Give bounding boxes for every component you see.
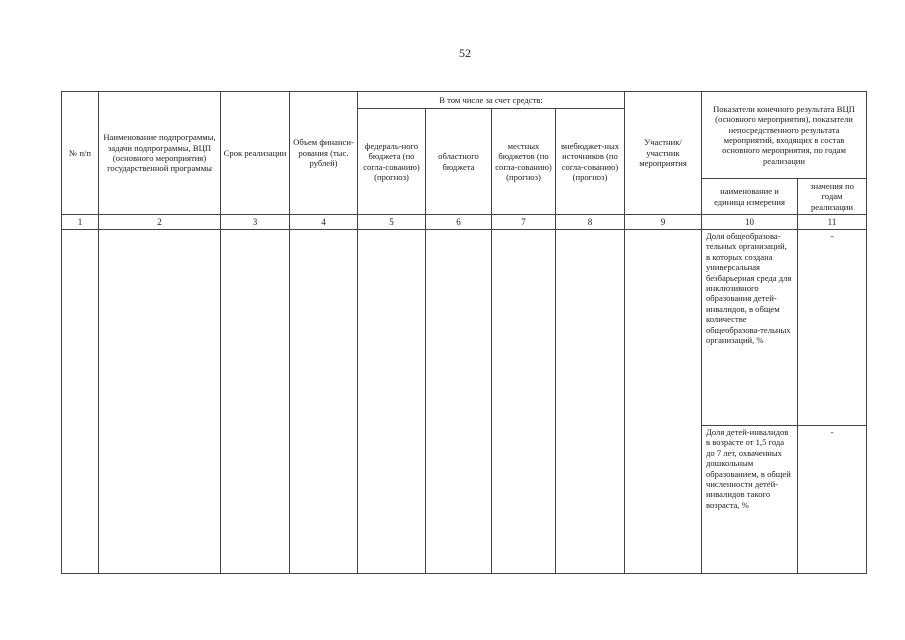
column-number: 1: [62, 215, 99, 230]
column-number: 10: [702, 215, 798, 230]
header-participant: Участник/ участник мероприятия: [625, 92, 702, 215]
header-indicator-name: наименование и единица измерения: [702, 179, 798, 215]
header-subprogram-name: Наименование подпрограммы, задачи подпрограммы, ВЦП (основного мероприятия) государственной программы: [99, 92, 221, 215]
header-extrabudgetary: внебюджет-ных источников (по согла-сованию) (прогноз): [556, 109, 625, 215]
indicator-value: -: [798, 426, 867, 574]
page-number: 52: [459, 46, 471, 60]
cell-federal-budget: [358, 230, 426, 574]
cell-subprogram-name: [99, 230, 221, 574]
cell-funding-volume: [290, 230, 358, 574]
header-period: Срок реализации: [221, 92, 290, 215]
cell-regional-budget: [426, 230, 492, 574]
table-row: [62, 230, 867, 426]
header-indicator-values: значения по годам реализации: [798, 179, 867, 215]
header-number: № п/п: [62, 92, 99, 215]
column-number: 8: [556, 215, 625, 230]
column-number: 7: [492, 215, 556, 230]
header-federal-budget: федераль-ного бюджета (по согла-сованию) (прогноз): [358, 109, 426, 215]
cell-period: [221, 230, 290, 574]
indicator-name: Доля детей-инвалидов в возрасте от 1,5 года до 7 лет, охваченных дошкольным образованием, в общей численности детей-инвалидов такого возраста, %: [702, 426, 798, 574]
column-numbers-row: [62, 215, 867, 230]
header-indicators-group: Показатели конечного результата ВЦП (основного мероприятия), показатели непосредственного результата мероприятий, входящих в состав основного мероприятия, по годам реализации: [702, 92, 867, 179]
column-number: 9: [625, 215, 702, 230]
header-funding-volume: Объем финанси-рования (тыс. рублей): [290, 92, 358, 215]
column-number: 4: [290, 215, 358, 230]
column-number: 6: [426, 215, 492, 230]
cell-participant: [625, 230, 702, 574]
header-local-budgets: местных бюджетов (по согла-сованию) (прогноз): [492, 109, 556, 215]
column-number: 2: [99, 215, 221, 230]
column-number: 11: [798, 215, 867, 230]
header-regional-budget: областного бюджета: [426, 109, 492, 215]
cell-local-budgets: [492, 230, 556, 574]
column-number: 5: [358, 215, 426, 230]
program-table: [61, 91, 867, 574]
indicator-name: Доля общеобразова-тельных организаций, в которых создана универсальная безбарьерная среда для инклюзивного образования детей-инвалидов, в общем количестве общеобразова-тельных организаций, %: [702, 230, 798, 426]
column-number: 3: [221, 215, 290, 230]
header-funding-group: В том числе за счет средств:: [358, 92, 625, 109]
cell-number: [62, 230, 99, 574]
cell-extrabudgetary: [556, 230, 625, 574]
indicator-value: -: [798, 230, 867, 426]
